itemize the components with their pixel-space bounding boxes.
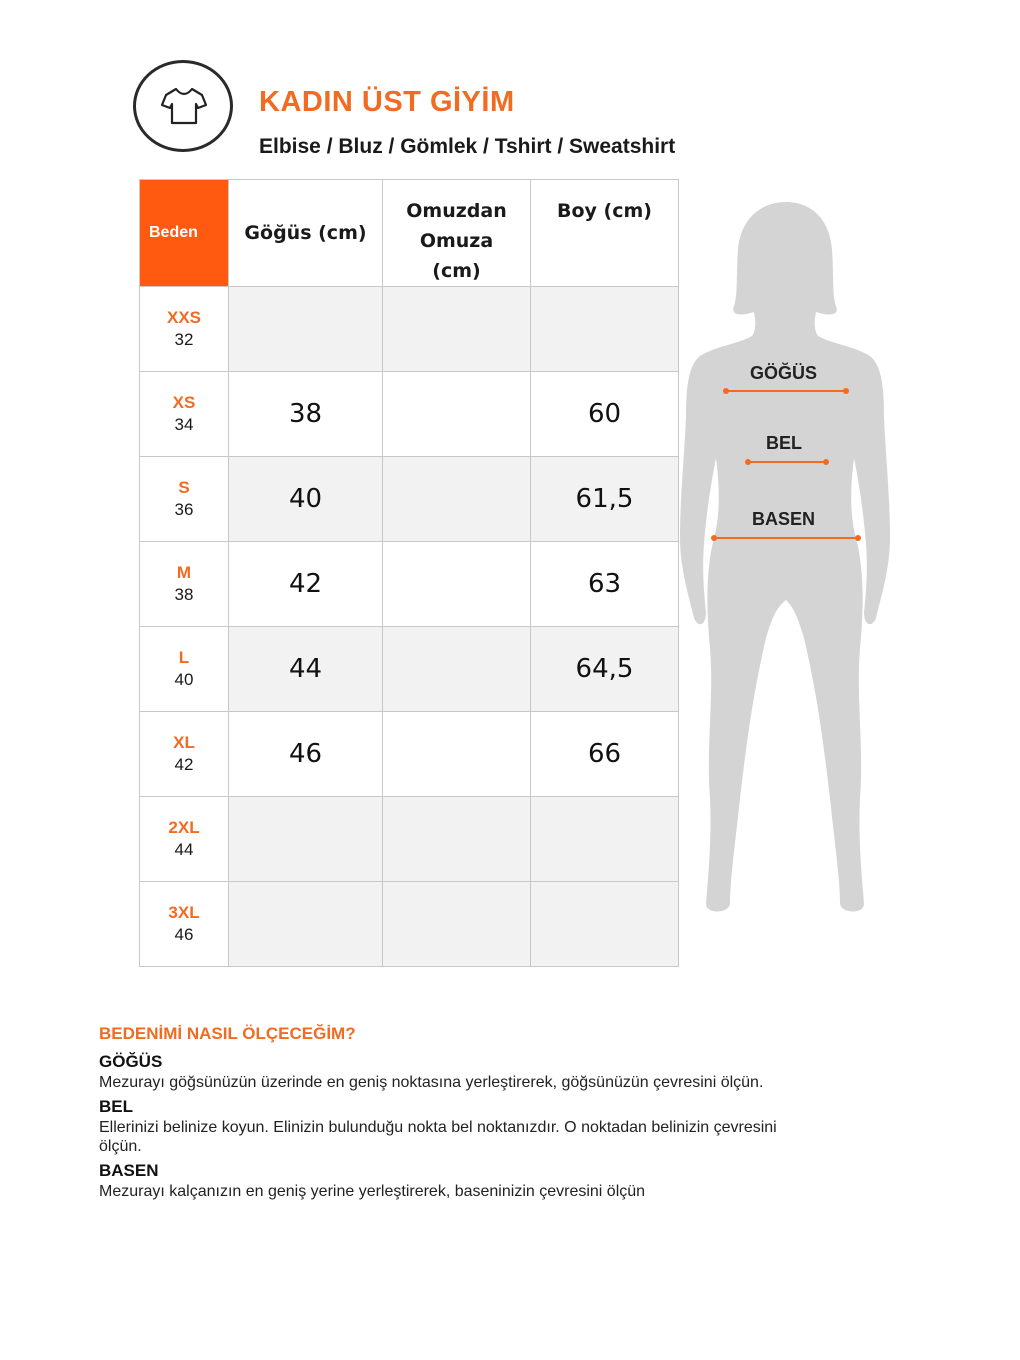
- size-cell: [140, 797, 229, 882]
- gogus-cell: 44: [229, 627, 383, 712]
- guide-title: BEDENİMİ NASIL ÖLÇECEĞİM?: [99, 1024, 356, 1043]
- table-row: [140, 287, 679, 372]
- size-letter: 2XL: [168, 818, 200, 837]
- size-number: 44: [174, 840, 194, 859]
- body-figure: [676, 198, 900, 923]
- boy-cell: 66: [531, 712, 679, 797]
- boy-cell: 63: [531, 542, 679, 627]
- gogus-cell: 40: [229, 457, 383, 542]
- size-letter: L: [178, 648, 190, 667]
- table-header-row: [140, 180, 679, 287]
- gogus-cell: [229, 797, 383, 882]
- size-number: 40: [174, 670, 194, 689]
- table-row: [140, 712, 679, 797]
- boy-cell: [531, 882, 679, 967]
- guide-text-bel: Ellerinizi belinize koyun. Elinizin bulunduğu nokta bel noktanızdır. O noktadan belinizin çevresini ölçün.: [99, 1119, 777, 1155]
- omuz-cell: [383, 882, 531, 967]
- omuz-cell: [383, 542, 531, 627]
- size-cell: [140, 457, 229, 542]
- size-number: 34: [174, 415, 194, 434]
- page-title: KADIN ÜST GİYİM: [259, 86, 515, 118]
- label-basen: BASEN: [752, 509, 816, 529]
- gogus-measure-line: [676, 386, 900, 396]
- size-number: 42: [174, 755, 194, 774]
- size-number: 36: [174, 500, 194, 519]
- guide-heading-gogus: GÖĞÜS: [99, 1052, 163, 1071]
- boy-cell: [531, 287, 679, 372]
- table-row: [140, 372, 679, 457]
- size-number: 38: [174, 585, 194, 604]
- boy-cell: 60: [531, 372, 679, 457]
- gogus-cell: 42: [229, 542, 383, 627]
- measure-guide: [99, 1024, 779, 1205]
- size-cell: [140, 882, 229, 967]
- logo-badge: [133, 60, 233, 152]
- boy-cell: 64,5: [531, 627, 679, 712]
- omuz-cell: [383, 627, 531, 712]
- size-cell: [140, 542, 229, 627]
- guide-heading-basen: BASEN: [99, 1161, 159, 1180]
- size-number: 46: [174, 925, 194, 944]
- tshirt-icon: [160, 85, 208, 127]
- table-row: [140, 542, 679, 627]
- header-gogus: Göğüs (cm): [229, 180, 383, 287]
- size-cell: [140, 372, 229, 457]
- size-letter: XXS: [166, 308, 202, 327]
- female-silhouette-icon: [676, 198, 900, 918]
- basen-measure-line: [676, 533, 900, 543]
- guide-text-basen: Mezurayı kalçanızın en geniş yerine yerleştirerek, baseninizin çevresini ölçün: [99, 1183, 646, 1200]
- omuz-cell: [383, 457, 531, 542]
- header-omuz: [383, 180, 531, 287]
- header-beden: Beden: [140, 180, 229, 287]
- size-letter: 3XL: [168, 903, 200, 922]
- size-letter: XS: [172, 393, 196, 412]
- table-row: [140, 882, 679, 967]
- size-cell: [140, 287, 229, 372]
- header-omuz-label: Omuzdan Omuza (cm): [406, 200, 507, 282]
- size-letter: M: [176, 563, 192, 582]
- omuz-cell: [383, 287, 531, 372]
- omuz-cell: [383, 372, 531, 457]
- table-row: [140, 797, 679, 882]
- size-cell: [140, 627, 229, 712]
- size-cell: [140, 712, 229, 797]
- size-letter: S: [178, 478, 190, 497]
- guide-heading-bel: BEL: [99, 1097, 133, 1116]
- gogus-cell: 46: [229, 712, 383, 797]
- gogus-cell: [229, 882, 383, 967]
- bel-measure-line: [676, 457, 900, 467]
- boy-cell: [531, 797, 679, 882]
- size-number: 32: [174, 330, 194, 349]
- omuz-cell: [383, 712, 531, 797]
- page-subtitle: Elbise / Bluz / Gömlek / Tshirt / Sweatshirt: [259, 135, 676, 158]
- guide-text-gogus: Mezurayı göğsünüzün üzerinde en geniş noktasına yerleştirerek, göğsünüzün çevresini ölçün.: [99, 1074, 764, 1091]
- table-row: [140, 627, 679, 712]
- size-table: [139, 179, 679, 967]
- header-boy-label: Boy (cm): [557, 200, 652, 222]
- label-gogus: GÖĞÜS: [750, 363, 818, 383]
- header-boy: [531, 180, 679, 287]
- size-letter: XL: [173, 733, 195, 752]
- gogus-cell: 38: [229, 372, 383, 457]
- boy-cell: 61,5: [531, 457, 679, 542]
- label-bel: BEL: [766, 433, 802, 453]
- gogus-cell: [229, 287, 383, 372]
- table-row: [140, 457, 679, 542]
- omuz-cell: [383, 797, 531, 882]
